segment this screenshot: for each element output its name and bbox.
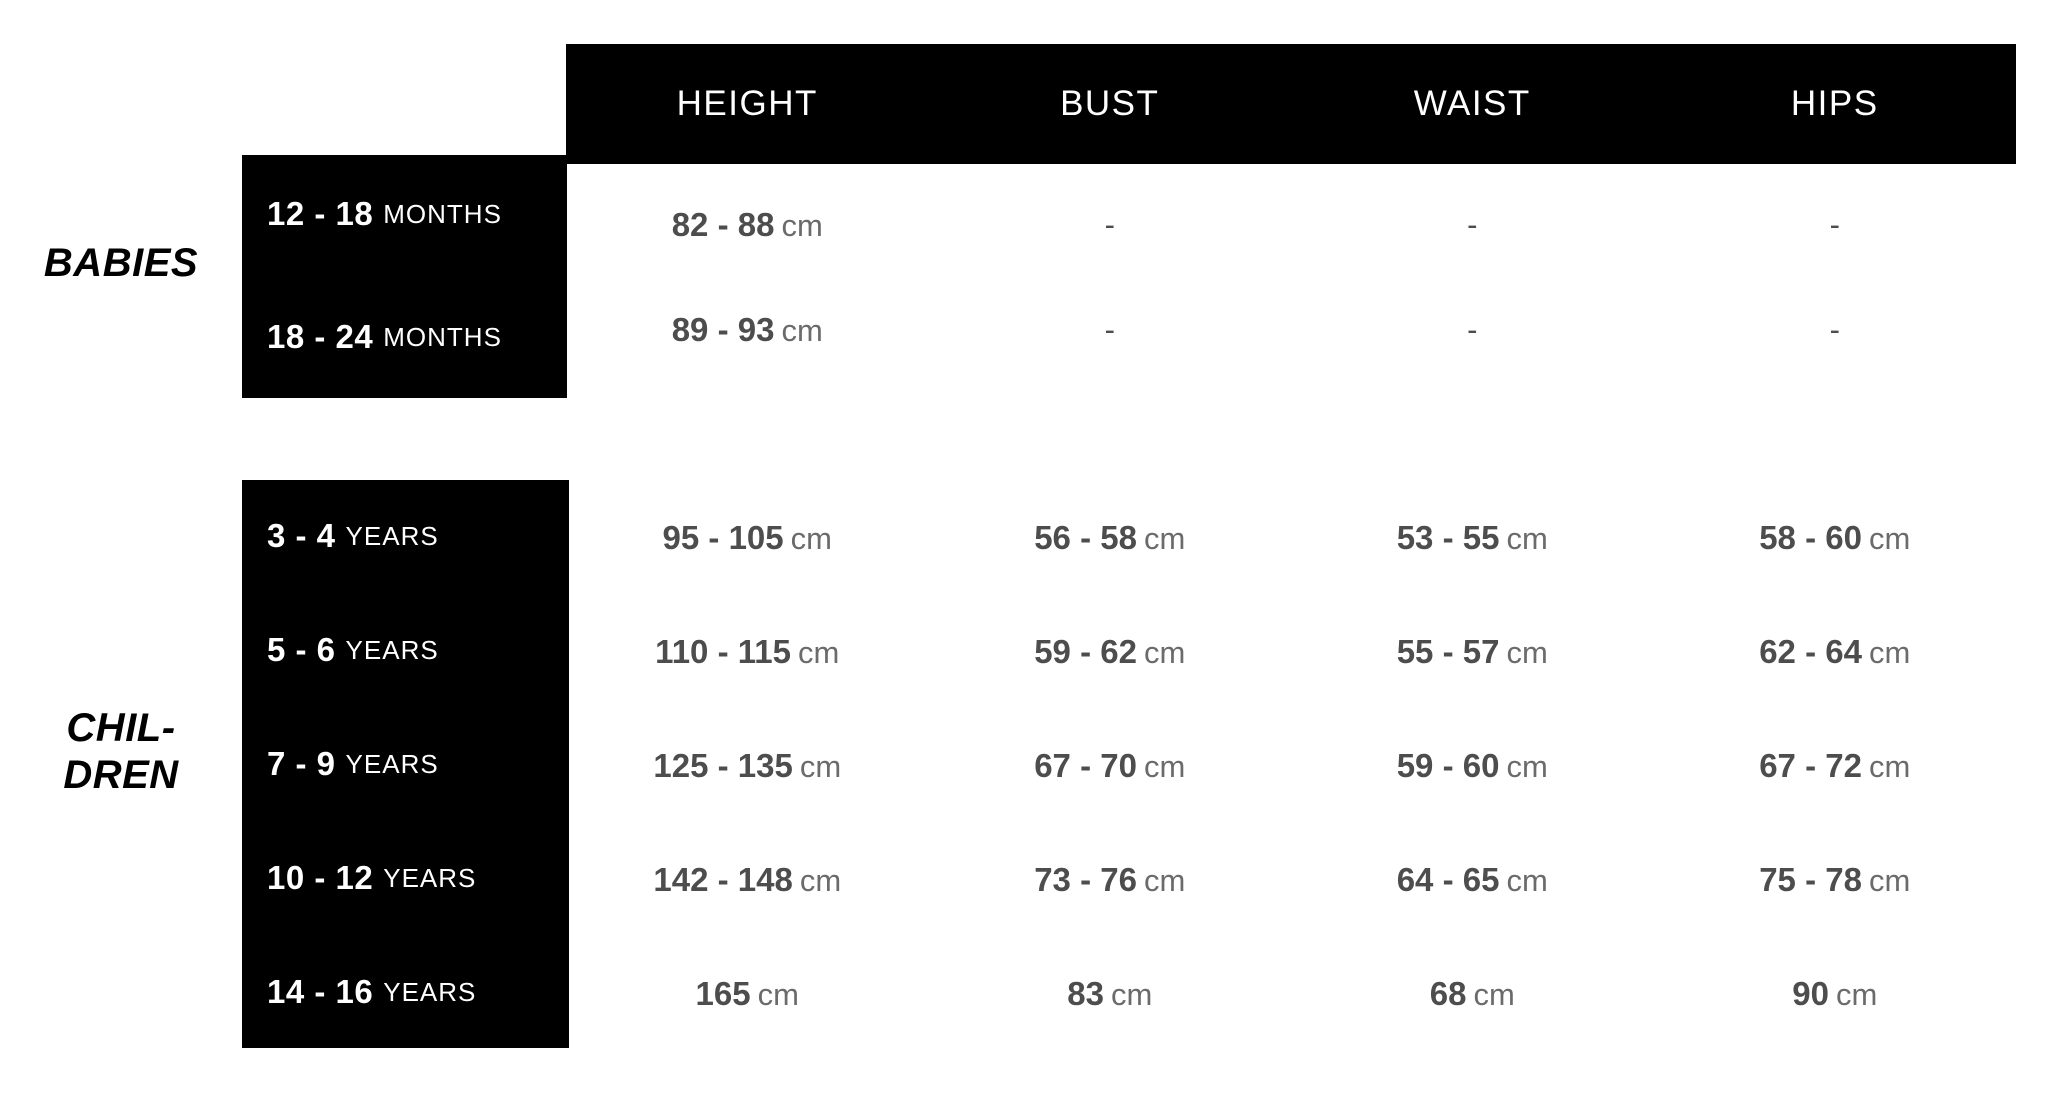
cell-hips-children-0 — [1654, 519, 2017, 557]
cell-waist-children-4 — [1291, 975, 1654, 1013]
size-row-children-0 — [242, 505, 569, 567]
size-range-children-4: 14 - 16 — [267, 973, 374, 1010]
unit-height-babies-0: cm — [781, 208, 823, 243]
size-block-children — [242, 480, 569, 1048]
unit-height-babies-1: cm — [781, 313, 823, 348]
unit-height-children-3: cm — [799, 863, 842, 898]
cell-bust-children-4 — [929, 975, 1292, 1013]
cell-bust-babies-1 — [929, 312, 1292, 348]
size-unit-children-2: YEARS — [345, 748, 439, 779]
unit-hips-children-3: cm — [1868, 863, 1911, 898]
cell-waist-children-0 — [1291, 519, 1654, 557]
unit-waist-children-2: cm — [1506, 749, 1548, 784]
cell-hips-babies-0 — [1654, 207, 2017, 243]
group-label-children-line-1: CHIL- — [66, 706, 176, 750]
table-row-children-4 — [566, 964, 2016, 1024]
table-row-babies-0 — [566, 195, 2016, 255]
unit-height-children-4: cm — [757, 977, 799, 1012]
unit-bust-children-4: cm — [1110, 977, 1153, 1012]
unit-hips-children-4: cm — [1835, 977, 1878, 1012]
column-header-hips: HIPS — [1790, 84, 1879, 123]
column-header-height: HEIGHT — [676, 84, 818, 123]
value-bust-children-4: 83 — [1067, 975, 1104, 1012]
cell-bust-children-2 — [929, 747, 1292, 785]
size-block-babies — [242, 155, 567, 398]
unit-hips-children-1: cm — [1868, 635, 1911, 670]
value-hips-children-3: 75 - 78 — [1759, 861, 1862, 898]
unit-hips-children-2: cm — [1868, 749, 1911, 784]
cell-height-children-0 — [566, 519, 929, 557]
value-waist-children-2: 59 - 60 — [1396, 747, 1500, 784]
cell-height-children-4 — [566, 975, 929, 1013]
cell-waist-children-1 — [1291, 633, 1654, 671]
group-label-babies — [0, 240, 242, 287]
size-unit-children-3: YEARS — [383, 862, 477, 893]
value-waist-babies-0: - — [1467, 207, 1478, 242]
table-row-children-3 — [566, 850, 2016, 910]
size-row-babies-1 — [242, 306, 567, 368]
group-label-children — [0, 705, 242, 799]
group-label-children-line-2: DREN — [63, 753, 179, 798]
size-range-children-2: 7 - 9 — [267, 745, 336, 782]
value-hips-babies-0: - — [1829, 207, 1840, 242]
value-hips-babies-1: - — [1829, 312, 1840, 347]
value-bust-children-2: 67 - 70 — [1034, 747, 1137, 784]
unit-hips-children-0: cm — [1868, 521, 1911, 556]
value-hips-children-0: 58 - 60 — [1759, 519, 1862, 556]
value-hips-children-1: 62 - 64 — [1759, 633, 1862, 670]
size-range-babies-1: 18 - 24 — [267, 318, 374, 355]
size-unit-children-4: YEARS — [383, 976, 477, 1007]
column-header-waist: WAIST — [1413, 84, 1531, 123]
column-header-bust: BUST — [1060, 84, 1160, 123]
unit-waist-children-0: cm — [1506, 521, 1548, 556]
cell-bust-babies-0 — [929, 207, 1292, 243]
value-height-babies-0: 82 - 88 — [671, 206, 775, 243]
table-column-header — [566, 44, 2016, 164]
cell-height-babies-1 — [566, 311, 929, 349]
size-row-babies-0 — [242, 183, 567, 245]
size-range-children-1: 5 - 6 — [267, 631, 336, 668]
cell-hips-children-2 — [1654, 747, 2017, 785]
size-unit-children-1: YEARS — [345, 634, 439, 665]
cell-bust-children-1 — [929, 633, 1292, 671]
cell-hips-children-4 — [1654, 975, 2017, 1013]
value-height-babies-1: 89 - 93 — [671, 311, 775, 348]
cell-hips-children-3 — [1654, 861, 2017, 899]
table-row-children-1 — [566, 622, 2016, 682]
cell-bust-children-0 — [929, 519, 1292, 557]
cell-bust-children-3 — [929, 861, 1292, 899]
value-height-children-2: 125 - 135 — [653, 747, 793, 784]
group-label-babies-line-1: BABIES — [43, 241, 199, 285]
cell-hips-babies-1 — [1654, 312, 2017, 348]
value-bust-children-1: 59 - 62 — [1034, 633, 1137, 670]
cell-waist-babies-1 — [1291, 312, 1654, 348]
value-height-children-3: 142 - 148 — [653, 861, 793, 898]
value-height-children-4: 165 — [695, 975, 751, 1012]
size-unit-babies-1: MONTHS — [383, 321, 502, 352]
size-unit-children-0: YEARS — [345, 520, 439, 551]
unit-height-children-0: cm — [790, 521, 832, 556]
unit-height-children-2: cm — [799, 749, 842, 784]
size-unit-babies-0: MONTHS — [383, 198, 502, 229]
value-waist-babies-1: - — [1467, 312, 1478, 347]
cell-waist-children-3 — [1291, 861, 1654, 899]
cell-height-children-3 — [566, 861, 929, 899]
unit-bust-children-0: cm — [1143, 521, 1186, 556]
value-hips-children-2: 67 - 72 — [1759, 747, 1862, 784]
value-bust-children-3: 73 - 76 — [1034, 861, 1137, 898]
unit-waist-children-1: cm — [1506, 635, 1548, 670]
size-row-children-3 — [242, 847, 569, 909]
size-row-children-4 — [242, 961, 569, 1023]
value-bust-babies-1: - — [1104, 312, 1115, 347]
unit-height-children-1: cm — [797, 635, 840, 670]
table-row-children-0 — [566, 508, 2016, 568]
size-range-babies-0: 12 - 18 — [267, 195, 374, 232]
value-waist-children-0: 53 - 55 — [1396, 519, 1500, 556]
unit-bust-children-3: cm — [1143, 863, 1186, 898]
value-waist-children-3: 64 - 65 — [1396, 861, 1500, 898]
size-range-children-0: 3 - 4 — [267, 517, 336, 554]
value-bust-babies-0: - — [1104, 207, 1115, 242]
value-hips-children-4: 90 — [1792, 975, 1829, 1012]
cell-height-children-1 — [566, 633, 929, 671]
cell-height-children-2 — [566, 747, 929, 785]
value-waist-children-4: 68 — [1429, 975, 1467, 1012]
table-row-babies-1 — [566, 300, 2016, 360]
cell-waist-babies-0 — [1291, 207, 1654, 243]
unit-waist-children-3: cm — [1506, 863, 1548, 898]
value-height-children-0: 95 - 105 — [662, 519, 784, 556]
unit-bust-children-2: cm — [1143, 749, 1186, 784]
table-row-children-2 — [566, 736, 2016, 796]
cell-waist-children-2 — [1291, 747, 1654, 785]
unit-waist-children-4: cm — [1473, 977, 1515, 1012]
value-height-children-1: 110 - 115 — [655, 633, 791, 670]
cell-height-babies-0 — [566, 206, 929, 244]
value-waist-children-1: 55 - 57 — [1396, 633, 1500, 670]
unit-bust-children-1: cm — [1143, 635, 1186, 670]
cell-hips-children-1 — [1654, 633, 2017, 671]
size-range-children-3: 10 - 12 — [267, 859, 374, 896]
size-row-children-1 — [242, 619, 569, 681]
value-bust-children-0: 56 - 58 — [1034, 519, 1137, 556]
size-row-children-2 — [242, 733, 569, 795]
